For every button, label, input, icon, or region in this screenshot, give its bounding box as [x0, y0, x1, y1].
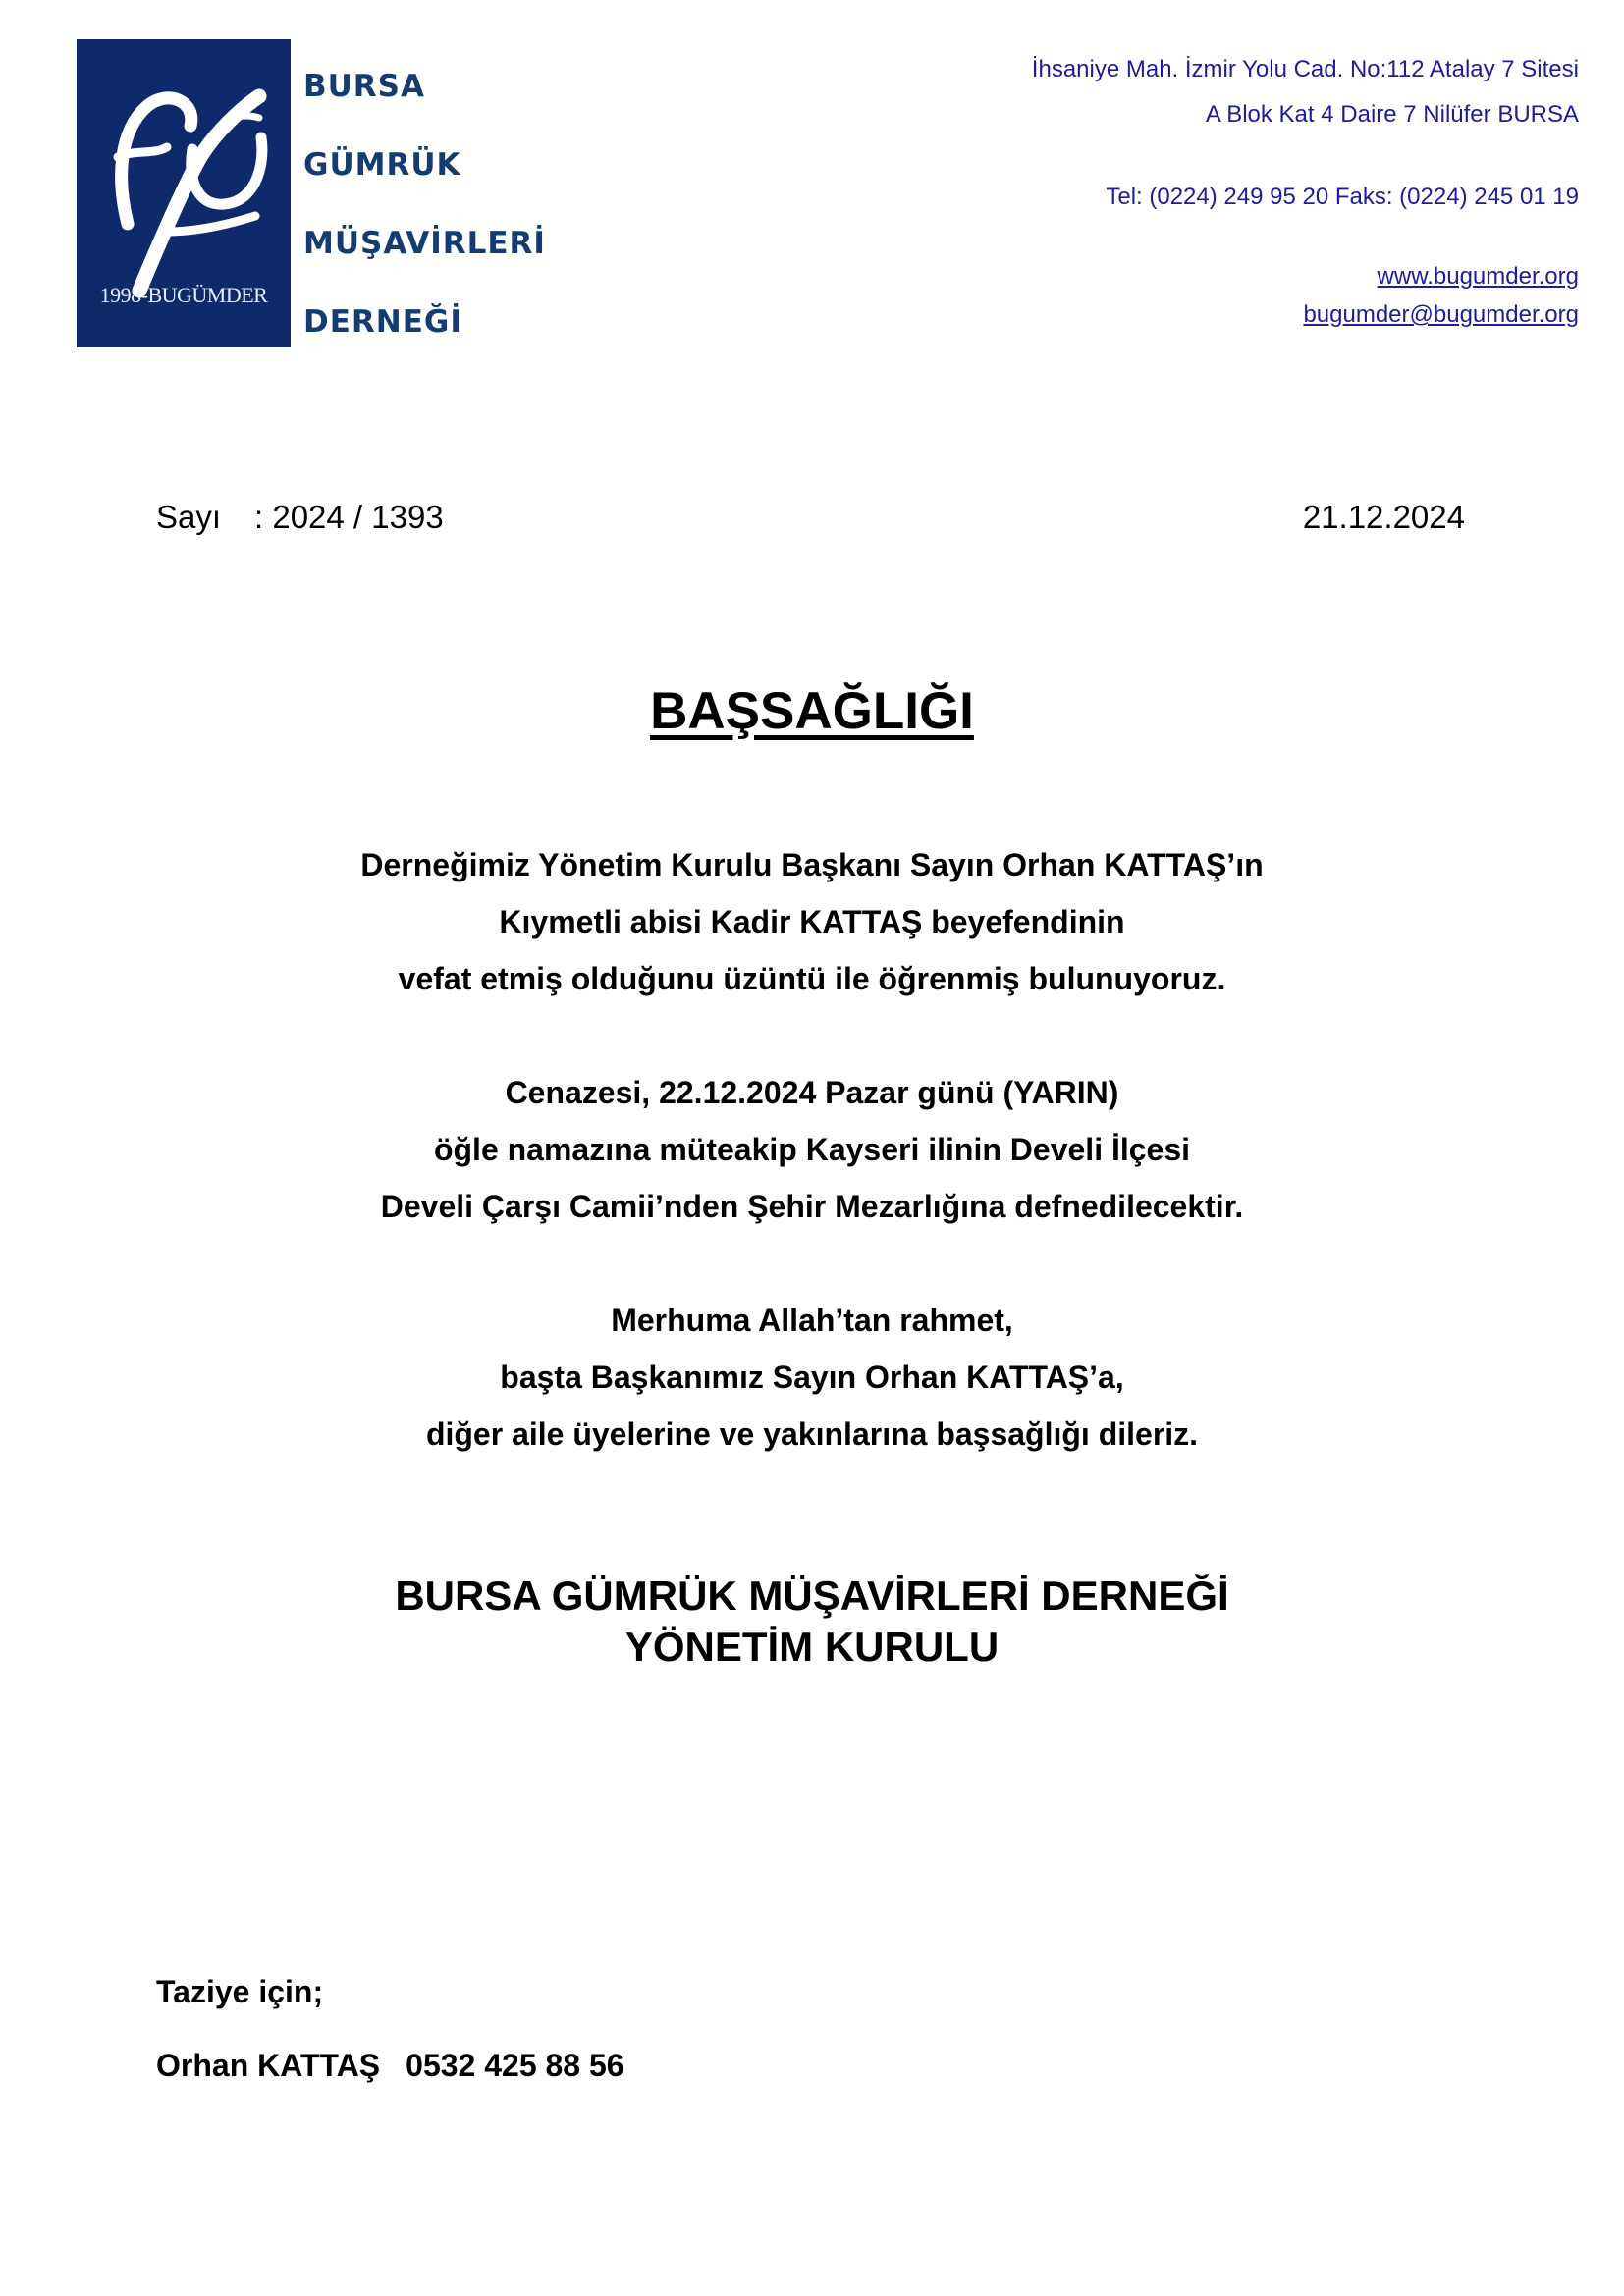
- paragraph-line: Merhuma Allah’tan rahmet,: [611, 1303, 1013, 1338]
- paragraph-line: başta Başkanımız Sayın Orhan KATTAŞ’a,: [500, 1360, 1124, 1395]
- org-name-line: MÜŞAVİRLERİ: [303, 226, 546, 261]
- contact-phone: 0532 425 88 56: [406, 2048, 624, 2083]
- condolence-label: Taziye için;: [156, 1974, 324, 2009]
- reference-label: Sayı: [156, 499, 222, 535]
- email-link[interactable]: bugumder@bugumder.org: [1303, 301, 1579, 328]
- paragraph: [0, 1064, 1624, 1235]
- letter-body: [0, 836, 1624, 1463]
- paragraph-line: Kıymetli abisi Kadir KATTAŞ beyefendinin: [499, 904, 1125, 939]
- paragraph-line: Develi Çarşı Camii’nden Şehir Mezarlığına defnedilecektir.: [380, 1189, 1244, 1224]
- org-name-line: DERNEĞİ: [303, 304, 462, 340]
- paragraph-line: vefat etmiş olduğunu üzüntü ile öğrenmiş bulunuyoruz.: [398, 961, 1226, 996]
- reference-number: [156, 499, 444, 536]
- signature-line: BURSA GÜMRÜK MÜŞAVİRLERİ DERNEĞİ: [395, 1573, 1229, 1619]
- signature-block: [0, 1571, 1624, 1673]
- address-line-1: İhsaniye Mah. İzmir Yolu Cad. No:112 Atalay 7 Sitesi: [1031, 56, 1579, 82]
- paragraph: [0, 1292, 1624, 1463]
- paragraph-line: öğle namazına müteakip Kayseri ilinin Develi İlçesi: [433, 1132, 1191, 1167]
- association-logo: [77, 39, 291, 347]
- paragraph: [0, 836, 1624, 1007]
- phone-fax: Tel: (0224) 249 95 20 Faks: (0224) 245 01 19: [1106, 184, 1579, 210]
- signature-line: YÖNETİM KURULU: [624, 1624, 1000, 1670]
- address-line-2: A Blok Kat 4 Daire 7 Nilüfer BURSA: [1205, 101, 1579, 128]
- contact-block: [1032, 47, 1579, 334]
- org-name-line: BURSA: [303, 69, 425, 104]
- document-title: BAŞSAĞLIĞI: [650, 682, 974, 740]
- paragraph-line: Cenazesi, 22.12.2024 Pazar günü (YARIN): [505, 1075, 1119, 1110]
- organization-name: [303, 47, 546, 361]
- website-link[interactable]: www.bugumder.org: [1377, 263, 1579, 290]
- document-date: 21.12.2024: [1302, 499, 1465, 535]
- paragraph-line: diğer aile üyelerine ve yakınlarına başsağlığı dileriz.: [425, 1416, 1199, 1452]
- condolence-contact: [156, 1967, 624, 2114]
- reference-value: : 2024 / 1393: [254, 499, 444, 535]
- org-name-line: GÜMRÜK: [303, 147, 461, 183]
- logo-caption: 1998-BUGÜMDER: [99, 283, 268, 307]
- contact-person-name: Orhan KATTAŞ: [156, 2048, 381, 2083]
- paragraph-line: Derneğimiz Yönetim Kurulu Başkanı Sayın Orhan KATTAŞ’ın: [360, 847, 1264, 882]
